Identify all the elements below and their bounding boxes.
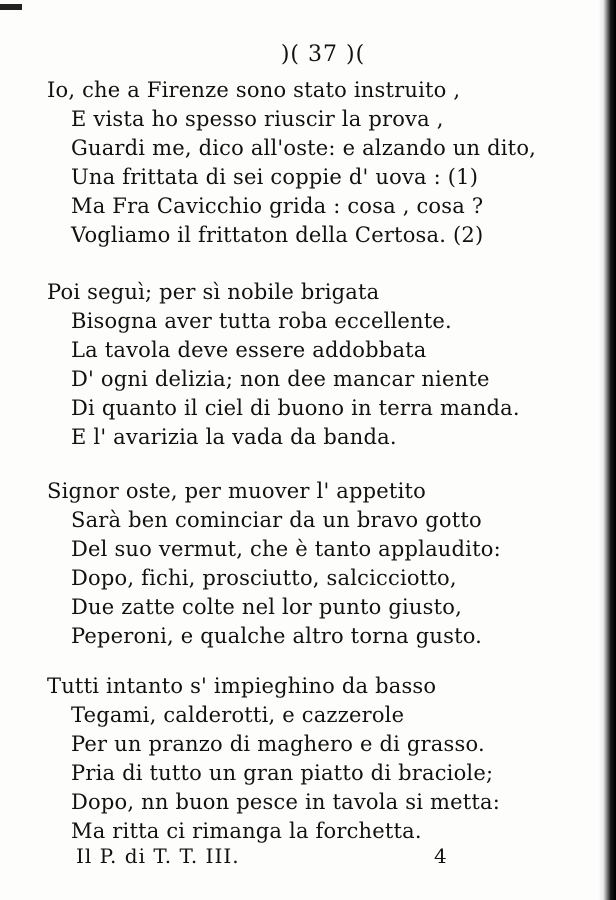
scan-edge-mark	[0, 4, 22, 10]
verse-line: D' ogni delizia; non dee mancar niente	[71, 367, 490, 391]
verse-line: La tavola deve essere addobbata	[71, 338, 427, 362]
stanza-3	[47, 477, 567, 651]
verse-line: Due zatte colte nel lor punto giusto,	[71, 595, 462, 619]
verse-line: Per un pranzo di maghero e di grasso.	[71, 732, 485, 756]
page-header	[0, 42, 616, 67]
verse-line: Signor oste, per muover l' appetito	[47, 479, 426, 503]
verse-line: Dopo, fichi, prosciutto, salcicciotto,	[71, 566, 457, 590]
stanza-1	[47, 76, 567, 250]
verse-line: Bisogna aver tutta roba eccellente.	[71, 309, 452, 333]
verse-line: Ma ritta ci rimanga la forchetta.	[71, 819, 422, 843]
verse-line: Del suo vermut, che è tanto applaudito:	[71, 537, 501, 561]
verse-line: Ma Fra Cavicchio grida : cosa , cosa ?	[71, 194, 484, 218]
page-binding-shadow	[598, 0, 616, 900]
verse-line: Una frittata di sei coppie d' uova : (1)	[71, 165, 479, 189]
verse-line: Tegami, calderotti, e cazzerole	[71, 703, 405, 727]
verse-line: Pria di tutto un gran piatto di braciole;	[71, 761, 494, 785]
verse-line: E vista ho spesso riuscir la prova ,	[71, 107, 444, 131]
verse-line: Vogliamo il frittaton della Certosa. (2)	[71, 223, 484, 247]
verse-line: Tutti intanto s' impieghino da basso	[47, 674, 437, 698]
verse-line: Guardi me, dico all'oste: e alzando un dito,	[71, 136, 537, 160]
signature-mark: 4	[434, 844, 448, 868]
verse-line: Peperoni, e qualche altro torna gusto.	[71, 624, 483, 648]
verse-line: Dopo, nn buon pesce in tavola si metta:	[71, 790, 501, 814]
verse-line: Sarà ben cominciar da un bravo gotto	[71, 508, 482, 532]
verse-line: Poi seguì; per sì nobile brigata	[47, 280, 380, 304]
verse-line: Di quanto il ciel di buono in terra manda.	[71, 396, 520, 420]
page-number: )( 37 )(	[280, 42, 366, 67]
stanza-4	[47, 672, 567, 846]
signature-text: Il P. di T. T. III.	[76, 844, 240, 868]
verse-line: Io, che a Firenze sono stato instruito ,	[47, 78, 461, 102]
page-footer	[76, 844, 556, 868]
verse-line: E l' avarizia la vada da banda.	[71, 425, 397, 449]
stanza-2	[47, 278, 567, 452]
